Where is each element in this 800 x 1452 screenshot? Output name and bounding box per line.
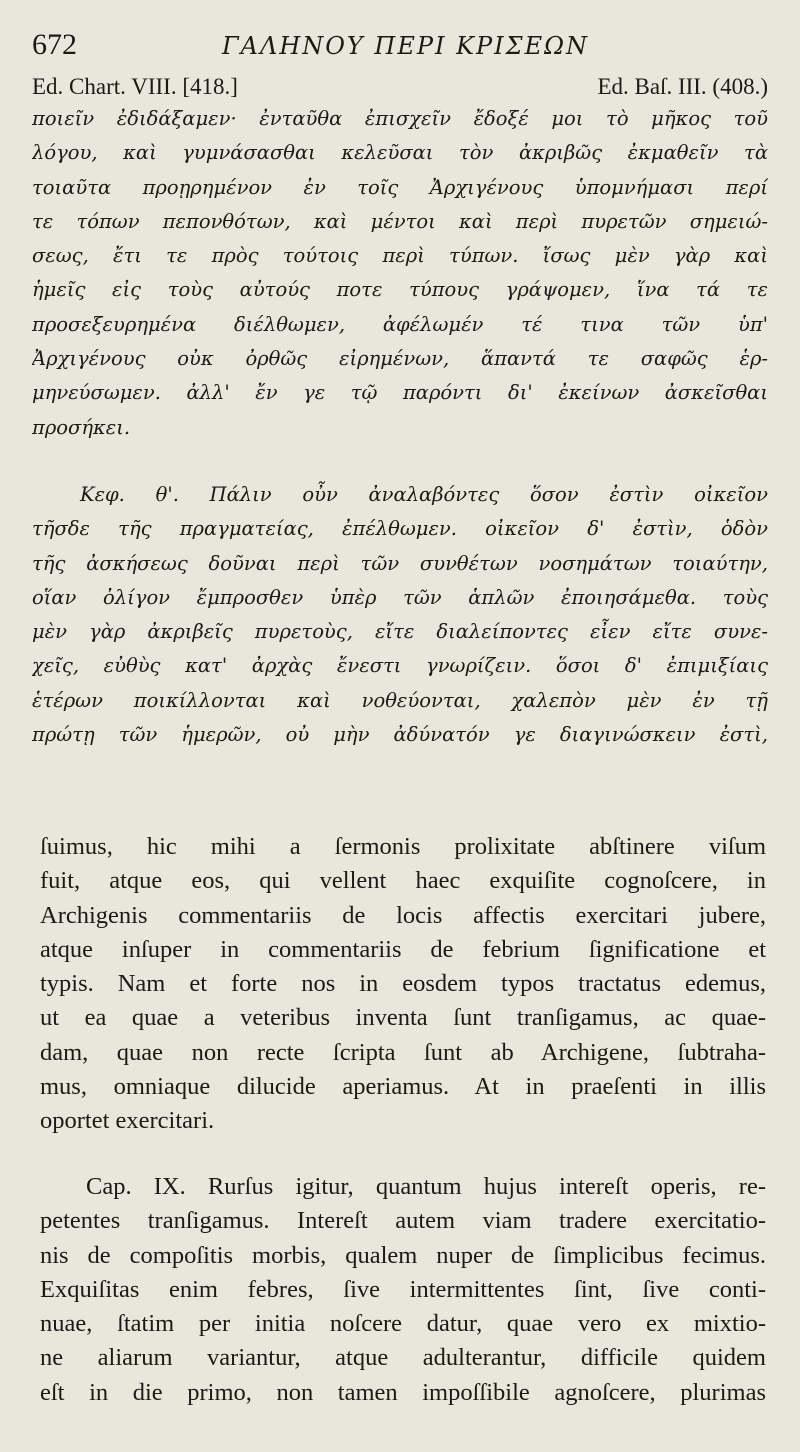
latin-paragraph-1 [40,830,766,1139]
text-line: Archigenis commentariis de locis affectis exercitari jubere, [40,901,766,929]
text-line: Ἀρχιγένους οὐκ ὀρθῶς εἰρημένων, ἅπαντά τε σαφῶς ἑρ- [32,347,768,371]
text-line: atque inſuper in commentariis de febrium ſignificatione et [40,935,766,963]
text-line: σεως, ἔτι τε πρὸς τούτοις περὶ τύπων. ἴσως μὲν γὰρ καὶ [32,244,768,268]
greek-paragraph-2 [32,478,768,752]
text-line: τῆσδε τῆς πραγματείας, ἐπέλθωμεν. οἰκεῖον δ' ἐστὶν, ὁδὸν [32,517,768,541]
text-line: ut ea quae a veteribus inventa ſunt tranſigamus, ac quae- [40,1004,766,1032]
text-line: ne aliarum variantur, atque adulterantur, difficile quidem [40,1344,766,1372]
text-line: τοιαῦτα προῃρημένον ἐν τοῖς Ἀρχιγένους ὑπομνήμασι περί [32,175,768,199]
page-number: 672 [32,28,77,61]
text-line: Κεφ. θ'. Πάλιν οὖν ἀναλαβόντες ὅσον ἐστὶν οἰκεῖον [80,483,768,506]
text-line: προσεξευρημένα διέλθωμεν, ἀφέλωμέν τέ τινα τῶν ὑπ' [32,312,768,336]
text-line: typis. Nam et forte nos in eosdem typos tractatus edemus, [40,970,766,998]
text-line: nuae, ſtatim per initia noſcere datur, quae vero ex mixtio- [40,1310,766,1338]
running-title: ΓΑΛΗΝΟΥ ΠΕΡΙ ΚΡΙΣΕΩΝ [222,32,590,60]
text-line: mus, omniaque dilucide aperiamus. At in praeſenti in illis [40,1073,766,1101]
edition-references [32,74,768,104]
text-line: τῆς ἀσκήσεως δοῦναι περὶ τῶν συνθέτων νοσημάτων τοιαύτην, [32,551,768,575]
text-line: λόγου, καὶ γυμνάσασθαι κελεῦσαι τὸν ἀκριβῶς ἐκμαθεῖν τὰ [32,141,768,165]
text-line: ſuimus, hic mihi a ſermonis prolixitate abſtinere viſum [40,833,766,860]
edition-chartier: Ed. Chart. VIII. [418.] [32,74,238,99]
text-line: dam, quae non recte ſcripta ſunt ab Archigene, ſubtraha- [40,1038,766,1066]
text-line: eſt in die primo, non tamen impoſſibile agnoſcere, plurimas [40,1378,766,1406]
text-line: Cap. IX. Rurſus igitur, quantum hujus intereſt operis, re- [86,1173,766,1200]
text-line: oportet exercitari. [40,1107,215,1135]
latin-paragraph-2 [40,1170,766,1410]
running-header [32,28,768,68]
text-line: petentes tranſigamus. Intereſt autem viam tradere exercitatio- [40,1207,766,1235]
text-line: ἡμεῖς εἰς τοὺς αὐτούς ποτε τύπους γράψομεν, ἵνα τά τε [32,278,768,302]
text-line: χεῖς, εὐθὺς κατ' ἀρχὰς ἔνεστι γνωρίζειν. ὅσοι δ' ἐπιμιξίαις [32,654,768,678]
text-line: πρώτῃ τῶν ἡμερῶν, οὐ μὴν ἀδύνατόν γε διαγινώσκειν ἐστὶ, [32,723,768,747]
text-line: ἑτέρων ποικίλλονται καὶ νοθεύονται, χαλεπὸν μὲν ἐν τῇ [32,688,768,712]
greek-paragraph-1 [32,102,768,445]
text-line: nis de compoſitis morbis, qualem nuper de ſimplicibus fecimus. [40,1241,766,1269]
text-line: ποιεῖν ἐδιδάξαμεν· ἐνταῦθα ἐπισχεῖν ἔδοξέ μοι τὸ μῆκος τοῦ [32,107,768,130]
edition-basel: Ed. Baſ. III. (408.) [597,74,768,99]
text-line: μὲν γὰρ ἀκριβεῖς πυρετοὺς, εἴτε διαλείποντες εἶεν εἴτε συνε- [32,620,768,644]
text-line: Exquiſitas enim febres, ſive intermittentes ſint, ſive conti- [40,1275,766,1303]
text-line: τε τόπων πεπονθότων, καὶ μέντοι καὶ περὶ πυρετῶν σημειώ- [32,209,768,233]
text-line: fuit, atque eos, qui vellent haec exquiſite cognoſcere, in [40,867,766,895]
text-line: προσήκει. [32,415,131,439]
text-line: μηνεύσωμεν. ἀλλ' ἔν γε τῷ παρόντι δι' ἐκείνων ἀσκεῖσθαι [32,381,768,405]
text-line: οἵαν ὀλίγον ἔμπροσθεν ὑπὲρ τῶν ἁπλῶν ἐποιησάμεθα. τοὺς [32,585,768,609]
